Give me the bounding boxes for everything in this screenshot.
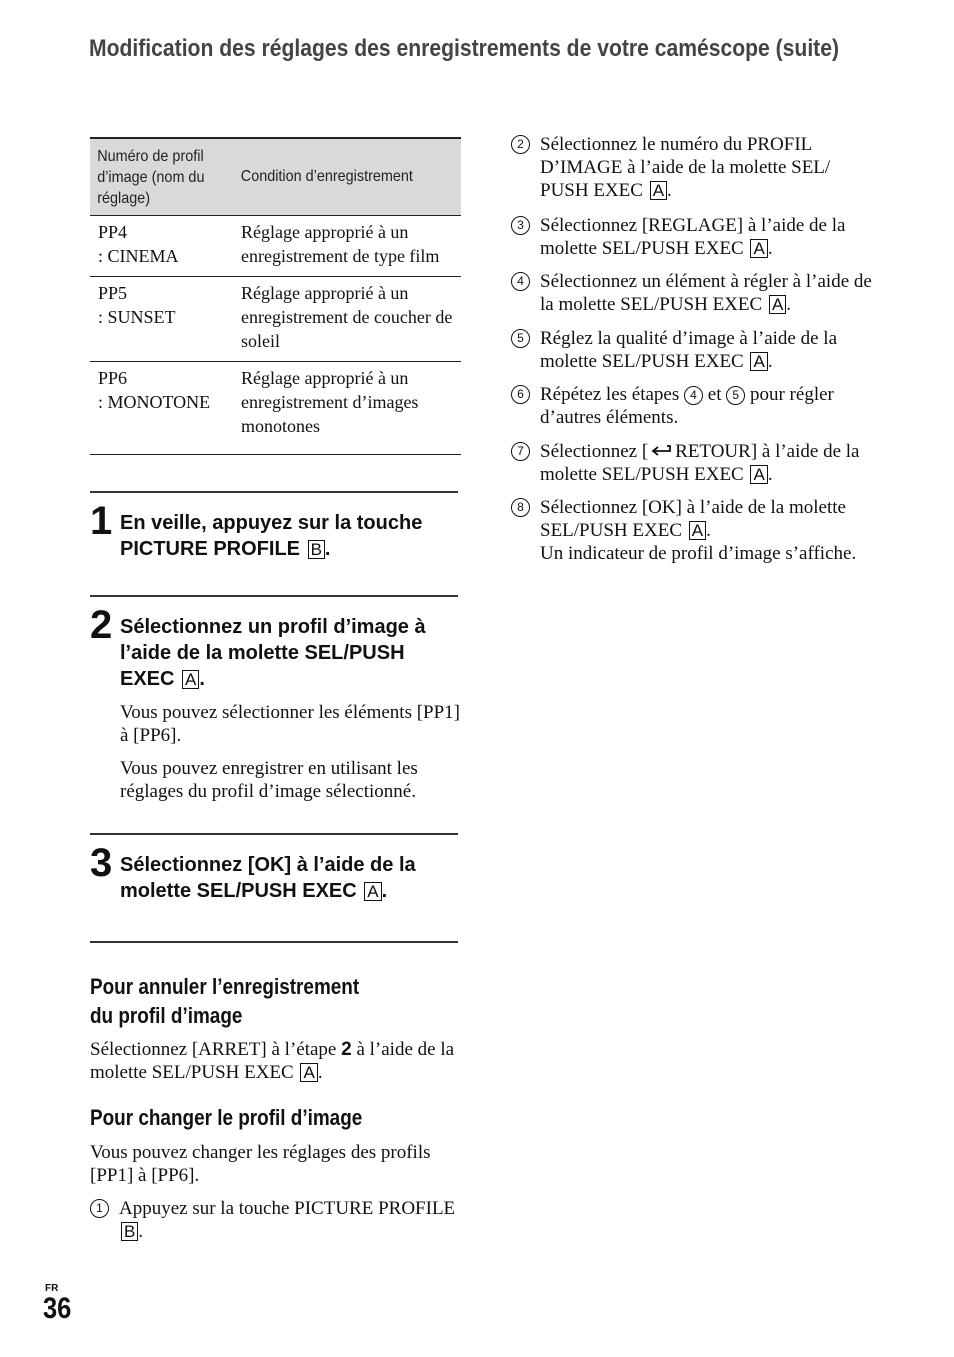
- change-item-7: 7 Sélectionnez [ RETOUR] à l’aide de la molette SEL/PUSH EXEC A .: [511, 440, 881, 486]
- language-label: FR: [45, 1283, 59, 1294]
- profile-description: Réglage approprié à un enregistrement de type film: [241, 222, 440, 266]
- step-reference-4: 4: [684, 386, 703, 405]
- profile-description: Réglage approprié à un enregistrement d’images monotones: [241, 368, 419, 436]
- table-header: [90, 137, 461, 215]
- step-reference-5: 5: [726, 386, 745, 405]
- step-circle-number: 3: [511, 216, 530, 235]
- profile-code: PP5: [98, 283, 128, 303]
- column-header-profile: Numéro de profil d’image (nom du réglage): [97, 147, 205, 207]
- step-instruction: Sélectionnez [OK] à l’aide de la molette SEL/PUSH EXEC A .: [120, 854, 416, 902]
- step-note: Vous pouvez sélectionner les éléments [PP1] à [PP6].: [120, 702, 460, 746]
- change-item-3: 3 Sélectionnez [REGLAGE] à l’aide de la molette SEL/PUSH EXEC A .: [511, 214, 881, 260]
- key-label-a: A: [750, 352, 767, 371]
- key-label-a: A: [689, 521, 706, 540]
- cancel-text: Sélectionnez [ARRET] à l’étape 2 à l’aide de la molette SEL/PUSH EXEC A .: [90, 1039, 455, 1083]
- key-label-a: A: [364, 882, 381, 901]
- profile-description: Réglage approprié à un enregistrement de coucher de soleil: [241, 283, 453, 351]
- profile-name: : MONOTONE: [98, 392, 211, 412]
- profile-name: : CINEMA: [98, 246, 179, 266]
- profile-code: PP6: [98, 368, 128, 388]
- step-2: [90, 595, 458, 835]
- change-item-1: 1 Appuyez sur la touche PICTURE PROFILE B .: [90, 1197, 458, 1243]
- step-circle-number: 8: [511, 498, 530, 517]
- table-row: [90, 215, 461, 276]
- step-1: [90, 491, 458, 597]
- key-label-b: B: [121, 1222, 138, 1241]
- change-item-2: 2 Sélectionnez le numéro du PROFIL D’IMAGE à l’aide de la molette SEL/ PUSH EXEC A .: [511, 133, 881, 202]
- column-header-condition: Condition d’enregistrement: [240, 168, 413, 185]
- indicator-note: Un indicateur de profil d’image s’affiche.: [540, 543, 857, 564]
- key-label-a: A: [650, 181, 667, 200]
- return-icon: [650, 444, 672, 458]
- step-number: 2: [90, 603, 113, 647]
- step-3: [90, 833, 458, 943]
- change-heading: Pour changer le profil d’image: [90, 1105, 363, 1130]
- change-item-5: 5 Réglez la qualité d’image à l’aide de la molette SEL/PUSH EXEC A .: [511, 327, 881, 373]
- key-label-a: A: [750, 465, 767, 484]
- step-circle-number: 6: [511, 385, 530, 404]
- step-circle-number: 4: [511, 272, 530, 291]
- key-label-b: B: [308, 540, 325, 559]
- profile-name: : SUNSET: [98, 307, 176, 327]
- key-label-a: A: [750, 239, 767, 258]
- step-instruction: En veille, appuyez sur la touche PICTURE PROFILE B .: [120, 512, 423, 560]
- key-label-a: A: [769, 295, 786, 314]
- step-circle-number: 7: [511, 442, 530, 461]
- change-item-6: 6 Répétez les étapes 4 et 5 pour régler d’autres éléments.: [511, 383, 881, 429]
- change-item-4: 4 Sélectionnez un élément à régler à l’aide de la molette SEL/PUSH EXEC A .: [511, 270, 881, 316]
- key-label-a: A: [300, 1063, 317, 1082]
- page-title: Modification des réglages des enregistrements de votre caméscope (suite): [89, 35, 840, 62]
- table-row: [90, 361, 461, 455]
- step-circle-number: 5: [511, 329, 530, 348]
- cancel-heading: Pour annuler l’enregistrement du profil d’image: [90, 974, 360, 1028]
- change-intro: Vous pouvez changer les réglages des profils [PP1] à [PP6].: [90, 1142, 431, 1186]
- step-circle-number: 1: [90, 1199, 109, 1218]
- step-number: 3: [90, 841, 113, 885]
- page-number: 36: [43, 1292, 72, 1325]
- change-item-8: 8 Sélectionnez [OK] à l’aide de la molette SEL/PUSH EXEC A . Un indicateur de profil d’image s’affiche.: [511, 496, 881, 565]
- key-label-a: A: [182, 670, 199, 689]
- profile-table: [90, 137, 461, 455]
- step-note: Vous pouvez enregistrer en utilisant les réglages du profil d’image sélectionné.: [120, 758, 418, 802]
- step-instruction: Sélectionnez un profil d’image à l’aide de la molette SEL/PUSH EXEC A .: [120, 616, 426, 690]
- profile-code: PP4: [98, 222, 128, 242]
- step-number: 1: [90, 499, 113, 543]
- table-row: [90, 276, 461, 361]
- step-circle-number: 2: [511, 135, 530, 154]
